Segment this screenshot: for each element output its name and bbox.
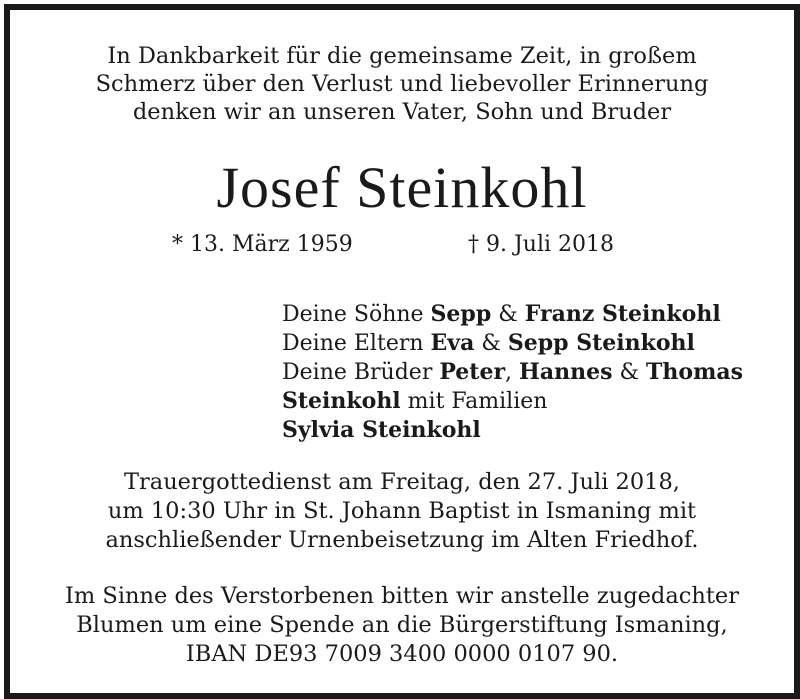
donation-info — [10, 582, 794, 669]
family-brothers-cont — [282, 387, 782, 416]
family-member: Franz Steinkohl — [524, 301, 721, 327]
family-suffix: mit Familien — [400, 389, 548, 414]
family-label: Deine Söhne — [282, 302, 431, 327]
family-label: Deine Eltern — [282, 331, 431, 356]
notice-border — [4, 4, 800, 699]
family-connector: & — [612, 360, 647, 385]
donation-line: Im Sinne des Verstorbenen bitten wir anstelle zugedachter — [65, 583, 739, 609]
deceased-name: Josef Steinkohl — [216, 155, 588, 220]
intro-line: Schmerz über den Verlust und liebevoller Erinnerung — [95, 71, 709, 97]
donation-line: IBAN DE93 7009 3400 0000 0107 90. — [185, 641, 619, 667]
family-member: Sepp — [430, 301, 492, 327]
family-label: Deine Brüder — [282, 360, 440, 385]
family-sons — [282, 300, 782, 329]
birth-date: * 13. März 1959 — [172, 232, 353, 257]
family-connector: , — [505, 360, 520, 385]
donation-line: Blumen um eine Spende an die Bürgerstiftung Ismaning, — [76, 612, 728, 638]
family-member: Peter — [439, 359, 506, 385]
service-info — [10, 468, 794, 555]
family-member: Sepp Steinkohl — [507, 330, 695, 356]
family-connector: & — [491, 302, 525, 327]
service-line: um 10:30 Uhr in St. Johann Baptist in Ismaning mit — [107, 498, 697, 524]
intro-line: denken wir an unseren Vater, Sohn und Bruder — [132, 99, 672, 125]
family-other — [282, 416, 782, 445]
family-member: Steinkohl — [282, 388, 401, 414]
service-line: anschließender Urnenbeisetzung im Alten Friedhof. — [105, 527, 699, 553]
intro-line: In Dankbarkeit für die gemeinsame Zeit, in großem — [107, 43, 697, 69]
family-parents — [282, 329, 782, 358]
family-member: Eva — [430, 330, 475, 356]
family-connector: & — [474, 331, 508, 356]
family-brothers — [282, 358, 782, 387]
intro-text — [10, 42, 794, 126]
service-line: Trauergottedienst am Freitag, den 27. Juli 2018, — [124, 469, 680, 495]
death-date: † 9. Juli 2018 — [468, 232, 615, 257]
family-member: Thomas — [646, 359, 744, 385]
family-member: Hannes — [519, 359, 613, 385]
obituary-notice — [10, 10, 794, 693]
family-member: Sylvia Steinkohl — [282, 417, 481, 443]
family-list — [282, 300, 782, 445]
